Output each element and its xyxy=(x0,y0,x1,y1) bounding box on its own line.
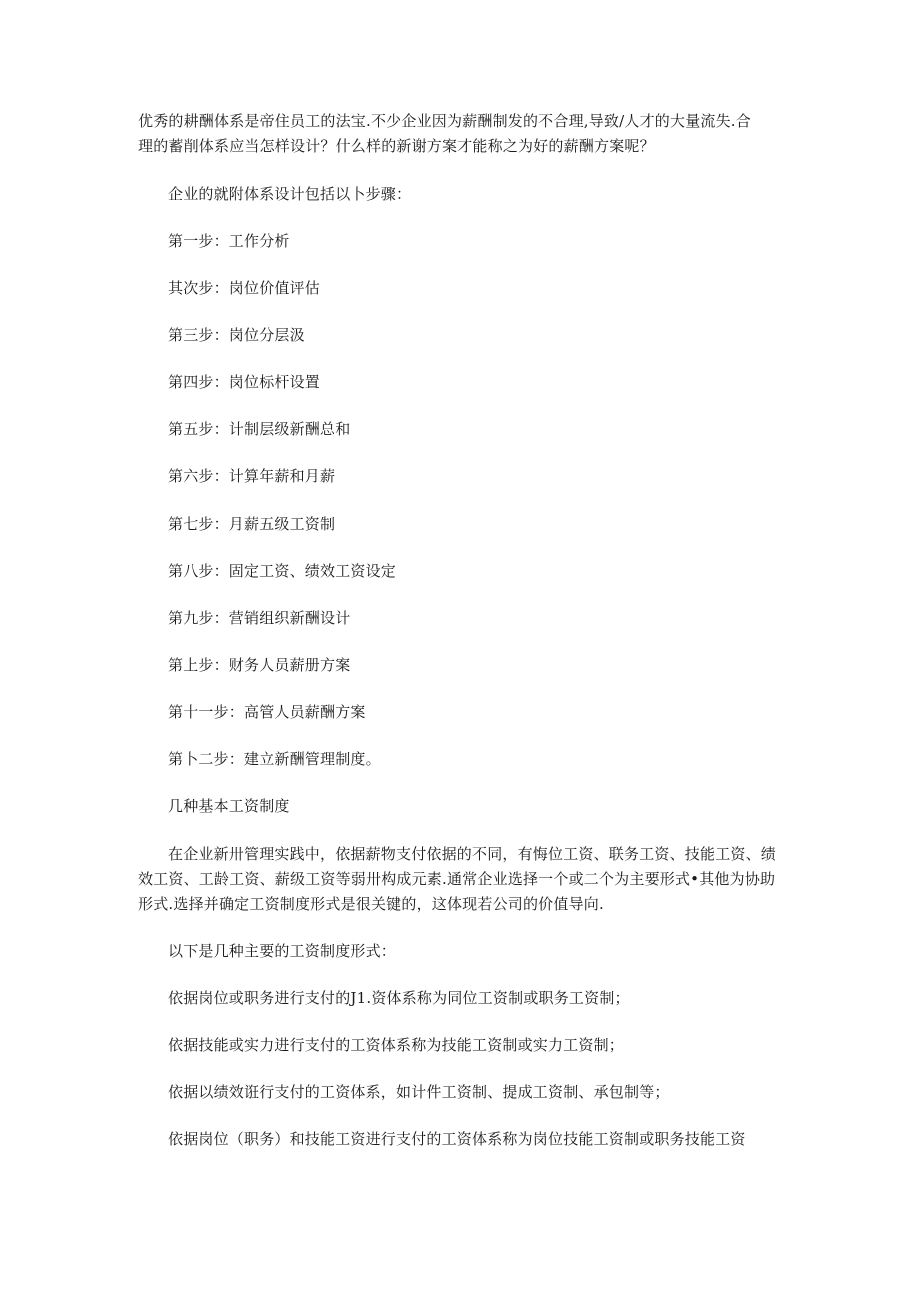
para-line-3: 形式.选择并确定工资制度形式是很关键的，这体现若公司的价值导向. xyxy=(138,895,604,913)
form-item: 依据岗位（职务）和技能工资进行支付的工资体系称为岗位技能工资制或职务技能工资 xyxy=(168,1130,746,1148)
intro-line-1: 优秀的耕酬体系是帝住员工的法宝.不少企业因为薪酬制发的不合理,导致/人才的大量流失.合 xyxy=(138,112,751,130)
form-item: 依据以绩效诳行支付的工资体系，如计件工资制、提成工资制、承包制等； xyxy=(168,1083,670,1101)
step-item: 第七步：月薪五级工资制 xyxy=(168,515,336,533)
step-item: 第五步：计制层级新酬总和 xyxy=(168,420,351,438)
form-item: 依据岗位或职务进行支付的J1.资体系称为同位工资制或职务工资制； xyxy=(168,989,630,1007)
step-item: 第一步：工作分析 xyxy=(168,232,290,250)
forms-intro: 以下是几种主要的工资制度形式： xyxy=(168,942,397,960)
para-line-1: 在企业新卅管理实践中，依据薪物支付依据的不同，有悔位工资、联务工资、技能工资、绩 xyxy=(168,845,777,863)
step-item: 第八步：固定工资、绩效工资设定 xyxy=(168,562,397,580)
step-item: 第四步：岗位标杆设置 xyxy=(168,373,321,391)
step-item: 其次步：岗位价值评估 xyxy=(168,279,321,297)
step-item: 第十一步：高管人员薪酬方案 xyxy=(168,703,366,721)
intro-line-2: 理的蓄削体系应当怎样设计？什么样的新谢方案才能称之为好的薪酬方案呢？ xyxy=(138,137,655,155)
step-item: 第三步：岗位分层汲 xyxy=(168,326,305,344)
step-item: 第上步：财务人员薪册方案 xyxy=(168,656,351,674)
step-item: 第九步：营销组织新酬设计 xyxy=(168,609,351,627)
para-line-2: 效工资、工龄工资、薪级工资等弱卅构成元素.通常企业选择一个或二个为主要形式•其他为协助 xyxy=(138,870,776,888)
section-title: 几种基本工资制度 xyxy=(168,797,290,815)
step-item: 第六步：计算年薪和月薪 xyxy=(168,467,336,485)
steps-intro: 企业的就附体系设计包括以卜步骤： xyxy=(168,185,412,203)
form-item: 依据技能或实力进行支付的工资体系称为技能工资制或实力工资制； xyxy=(168,1036,625,1054)
step-item: 第卜二步：建立新酬管理制度。 xyxy=(168,750,381,768)
